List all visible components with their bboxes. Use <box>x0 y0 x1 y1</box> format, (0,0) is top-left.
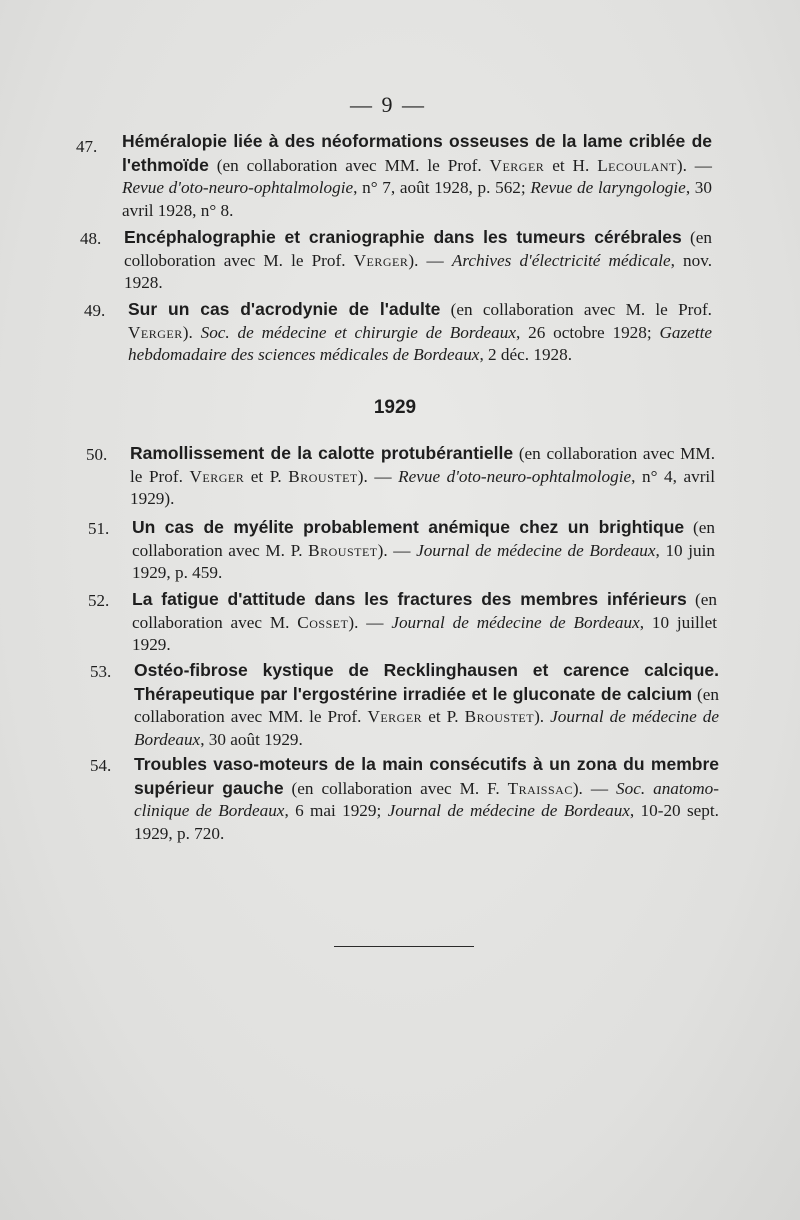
entry-text: ). — <box>348 612 392 632</box>
entry-number: 47. <box>76 137 98 156</box>
author-name: Cosset <box>297 612 349 632</box>
entry-text: ). — <box>572 778 617 798</box>
author-name: Traissac <box>507 778 573 798</box>
entry-text: ). — <box>408 250 452 270</box>
entry-number: 53. <box>90 662 112 681</box>
author-name: Verger <box>489 155 545 175</box>
entry-text: ). — <box>357 466 399 486</box>
entry-title: Ostéo-fibrose kystique de Recklinghausen et carence calcique. Thérapeutique par l'ergostérine irradiée et le gluconate de calcium <box>134 660 719 704</box>
entry-text: et P. <box>244 466 289 486</box>
entry-text: et P. <box>422 707 465 726</box>
year-heading: 1929 <box>373 397 417 418</box>
author-name: Broustet <box>308 540 378 560</box>
journal-name: Soc. anatomo-clinique de Bordeaux <box>134 778 719 820</box>
journal-name: Gazette hebdomadaire des sciences médicales de Bordeaux <box>128 322 712 364</box>
entry-text: et H. <box>544 155 598 175</box>
journal-name: Journal de médecine de Bordeaux <box>387 801 630 820</box>
author-name: Verger <box>367 707 423 726</box>
entry-text: (en collaboration avec MM. le Prof. <box>134 684 719 726</box>
bibliography-entry-49 <box>84 298 712 367</box>
entry-text: ). <box>534 707 551 726</box>
entry-title: La fatigue d'attitude dans les fractures des membres inférieurs <box>132 589 687 609</box>
entry-text: , 10-20 sept. 1929, p. 720. <box>134 801 719 843</box>
journal-name: Soc. de médecine et chirurgie de Bordeaux <box>200 322 516 342</box>
bibliography-entry-54 <box>90 753 719 845</box>
entry-text: (en colloboration avec M. le Prof. <box>124 228 712 270</box>
entry-title: Troubles vaso-moteurs de la main consécutifs à un zona du membre supérieur gauche <box>134 754 719 798</box>
entry-number: 50. <box>86 445 108 464</box>
entry-title: Un cas de myélite probablement anémique chez un brightique <box>132 517 685 537</box>
author-name: Verger <box>353 250 409 270</box>
entry-text: , 26 octobre 1928; <box>515 322 660 342</box>
journal-name: Journal de médecine de Bordeaux <box>134 707 719 749</box>
journal-name: Journal de médecine de Bordeaux <box>391 612 640 632</box>
entry-text: (en collaboration avec M. le Prof. <box>440 300 712 319</box>
journal-name: Archives d'électricité médicale <box>451 250 671 270</box>
entry-title: Ramollissement de la calotte protubérantielle <box>130 443 514 463</box>
bibliography-entry-47 <box>76 130 712 222</box>
bibliography-entry-48 <box>80 226 712 295</box>
entry-text: ). — <box>676 155 712 175</box>
entry-number: 52. <box>88 591 110 610</box>
entry-text: , 30 avril 1928, n° 8. <box>122 178 712 220</box>
bibliography-entry-53 <box>90 659 719 751</box>
entry-text: (en collaboration avec M. P. <box>132 518 715 560</box>
author-name: Broustet <box>464 707 535 726</box>
entry-text: , n° 4, avril 1929). <box>130 466 715 508</box>
entry-text: , 10 juin 1929, p. 459. <box>132 540 715 582</box>
entry-text: ). <box>182 322 201 342</box>
journal-name: Journal de médecine de Bordeaux <box>416 540 656 560</box>
entry-text: (en collaboration avec M. F. <box>283 778 508 798</box>
entry-number: 49. <box>84 301 106 320</box>
page-number: — 9 — <box>350 92 426 117</box>
entry-number: 48. <box>80 229 102 248</box>
entry-text: , nov. 1928. <box>124 250 712 292</box>
entry-text: (en collaboration avec MM. le Prof. <box>208 155 490 175</box>
entry-title: Héméralopie liée à des néoformations osseuses de la lame criblée de l'ethmoïde <box>122 131 712 175</box>
entry-title: Encéphalographie et craniographie dans les tumeurs cérébrales <box>124 227 682 247</box>
author-name: Verger <box>189 466 245 486</box>
author-name: Broustet <box>288 466 358 486</box>
journal-name: Revue d'oto-neuro-ophtalmologie <box>122 178 354 197</box>
entry-text: , 6 mai 1929; <box>284 801 388 820</box>
entry-text: , n° 7, août 1928, p. 562; <box>353 178 531 197</box>
entry-title: Sur un cas d'acrodynie de l'adulte <box>128 299 441 319</box>
bibliography-entry-52 <box>88 588 718 657</box>
section-divider-rule <box>334 946 474 947</box>
entry-text: (en collaboration avec M. <box>132 590 718 632</box>
entry-text: ). — <box>377 540 417 560</box>
bibliography-entry-50 <box>86 442 716 511</box>
entry-number: 54. <box>90 756 112 775</box>
author-name: Lecoulant <box>597 155 677 175</box>
journal-name: Revue de laryngologie <box>530 178 686 197</box>
bibliography-entry-51 <box>88 516 715 585</box>
author-name: Verger <box>128 322 183 342</box>
entry-text: , 30 août 1929. <box>200 729 303 749</box>
entry-text: , 2 déc. 1928. <box>479 345 573 364</box>
journal-name: Revue d'oto-neuro-ophtalmologie <box>398 466 632 486</box>
entry-number: 51. <box>88 519 110 538</box>
entry-text: (en collaboration avec MM. le Prof. <box>130 444 716 486</box>
entry-text: , 10 juillet 1929. <box>132 612 717 654</box>
